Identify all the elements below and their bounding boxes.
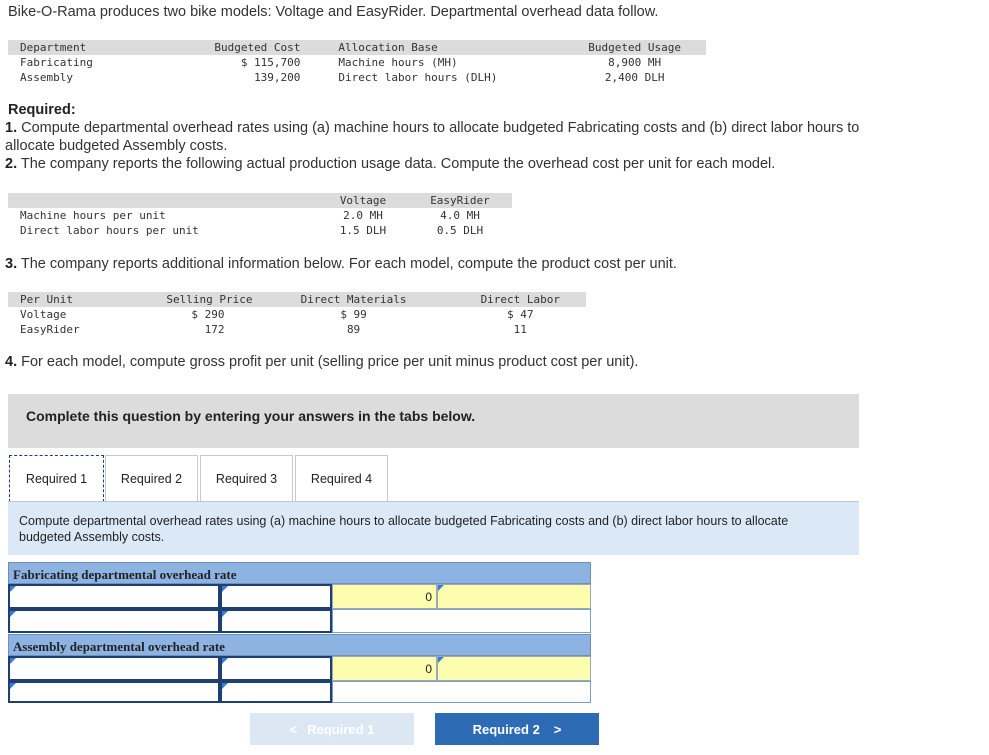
- fabricating-numerator-label-input[interactable]: [8, 584, 220, 609]
- product-data-table: [8, 292, 586, 337]
- table-cell: 1.5 DLH: [339, 224, 387, 237]
- instruction-text: Compute departmental overhead rates using (a) machine hours to allocate budgeted Fabricating costs and (b) direct labor hours to allocate budgeted Assembly costs.: [19, 514, 789, 544]
- item-text: The company reports additional information below. For each model, compute the product cost per unit.: [17, 256, 677, 272]
- next-button[interactable]: [435, 713, 599, 745]
- header-department: Department: [8, 40, 173, 55]
- table-cell: EasyRider: [20, 323, 80, 336]
- table-cell: 2.0 MH: [343, 209, 383, 222]
- item-text: The company reports the following actual production usage data. Compute the overhead cost per unit for each model.: [17, 156, 776, 172]
- table-row: [8, 307, 586, 322]
- input-marker-icon: [222, 683, 228, 689]
- item-number: 4.: [5, 354, 18, 370]
- item-number: 2.: [5, 156, 18, 172]
- table-cell: Fabricating: [20, 56, 93, 69]
- fabricating-rate-unit-input[interactable]: [437, 584, 591, 609]
- item-text: For each model, compute gross profit per unit (selling price per unit minus product cost per unit).: [17, 354, 639, 370]
- header-direct-materials: Direct Materials: [253, 292, 455, 307]
- tab-required-3[interactable]: Required 3: [200, 455, 293, 502]
- assembly-numerator-label-input[interactable]: [8, 656, 220, 681]
- overhead-data-table: [8, 40, 706, 85]
- table-cell: 172: [204, 323, 225, 336]
- table-row: [8, 208, 512, 223]
- input-marker-icon: [10, 611, 16, 617]
- prev-button[interactable]: [250, 713, 414, 745]
- assembly-denominator-value-input[interactable]: [220, 681, 332, 703]
- input-marker-icon: [438, 657, 444, 663]
- header-per-unit: Per Unit: [8, 292, 131, 307]
- table-header-row: [8, 292, 586, 307]
- item-number: 3.: [5, 256, 18, 272]
- input-marker-icon: [10, 683, 16, 689]
- fabricating-rate-value: 0: [425, 590, 432, 604]
- table-header-row: [8, 193, 512, 208]
- fabricating-denominator-label-input[interactable]: [8, 609, 220, 633]
- table-cell: $ 290: [191, 308, 225, 321]
- assembly-section-header: Assembly departmental overhead rate: [8, 634, 591, 656]
- table-cell: 139,200: [254, 71, 301, 84]
- table-cell: 4.0 MH: [440, 209, 480, 222]
- table-cell: 89: [346, 323, 361, 336]
- assembly-rate-unit-input[interactable]: [437, 656, 591, 681]
- fabricating-rate-result: [332, 584, 437, 609]
- assembly-numerator-value-input[interactable]: [220, 656, 332, 681]
- fabricating-section-header: Fabricating departmental overhead rate: [8, 562, 591, 584]
- chevron-right-icon: >: [553, 721, 562, 737]
- header-blank: [8, 193, 318, 208]
- table-cell: 0.5 DLH: [436, 224, 484, 237]
- input-marker-icon: [438, 585, 444, 591]
- fabricating-denominator-value-input[interactable]: [220, 609, 332, 633]
- item-text: Compute departmental overhead rates using (a) machine hours to allocate budgeted Fabricating costs and (b) direct labor hours to: [17, 120, 860, 136]
- table-header-row: [8, 40, 706, 55]
- table-cell: Voltage: [20, 308, 67, 321]
- table-row: [8, 322, 586, 337]
- table-cell: 2,400 DLH: [604, 71, 665, 84]
- input-marker-icon: [222, 611, 228, 617]
- table-cell: $ 47: [507, 308, 534, 321]
- table-row: [8, 55, 706, 70]
- header-easyrider: EasyRider: [408, 193, 512, 208]
- complete-message: Complete this question by entering your answers in the tabs below.: [26, 408, 476, 424]
- table-cell: $ 115,700: [240, 56, 301, 69]
- header-budgeted-cost: Budgeted Cost: [173, 40, 300, 55]
- input-marker-icon: [222, 586, 228, 592]
- required-item-1-cont: allocate budgeted Assembly costs.: [5, 138, 228, 154]
- table-cell: Machine hours (MH): [338, 56, 458, 69]
- input-marker-icon: [10, 658, 16, 664]
- required-item-1: [5, 120, 859, 136]
- input-marker-icon: [10, 586, 16, 592]
- usage-table: [8, 193, 512, 238]
- table-cell: Direct labor hours (DLH): [338, 71, 498, 84]
- fabricating-blank-cell: [332, 609, 591, 633]
- header-allocation-base: Allocation Base: [300, 40, 563, 55]
- table-row: [8, 70, 706, 85]
- table-cell: 8,900 MH: [608, 56, 662, 69]
- assembly-blank-cell: [332, 681, 591, 703]
- tab-required-4[interactable]: Required 4: [295, 455, 388, 502]
- header-selling-price: Selling Price: [131, 292, 252, 307]
- intro-text: Bike-O-Rama produces two bike models: Voltage and EasyRider. Departmental overhead data follow.: [8, 4, 659, 20]
- assembly-rate-result: [332, 656, 437, 681]
- required-item-4: [5, 354, 638, 370]
- table-cell: Machine hours per unit: [20, 209, 166, 222]
- table-cell: Assembly: [20, 71, 73, 84]
- item-number: 1.: [5, 120, 18, 136]
- assembly-denominator-label-input[interactable]: [8, 681, 220, 703]
- table-row: [8, 223, 512, 238]
- table-cell: $ 99: [340, 308, 367, 321]
- tab-required-1[interactable]: Required 1: [9, 455, 104, 502]
- fabricating-numerator-value-input[interactable]: [220, 584, 332, 609]
- required-item-2: [5, 156, 775, 172]
- table-cell: 11: [513, 323, 527, 336]
- table-cell: Direct labor hours per unit: [20, 224, 199, 237]
- header-voltage: Voltage: [318, 193, 408, 208]
- header-budgeted-usage: Budgeted Usage: [563, 40, 706, 55]
- prev-button-label: Required 1: [307, 721, 375, 737]
- assembly-rate-value: 0: [425, 662, 432, 676]
- required-heading: Required:: [8, 102, 76, 118]
- chevron-left-icon: <: [289, 721, 298, 737]
- header-direct-labor: Direct Labor: [455, 292, 586, 307]
- tab-required-2[interactable]: Required 2: [105, 455, 198, 502]
- required-item-3: [5, 256, 677, 272]
- input-marker-icon: [222, 658, 228, 664]
- next-button-label: Required 2: [472, 721, 540, 737]
